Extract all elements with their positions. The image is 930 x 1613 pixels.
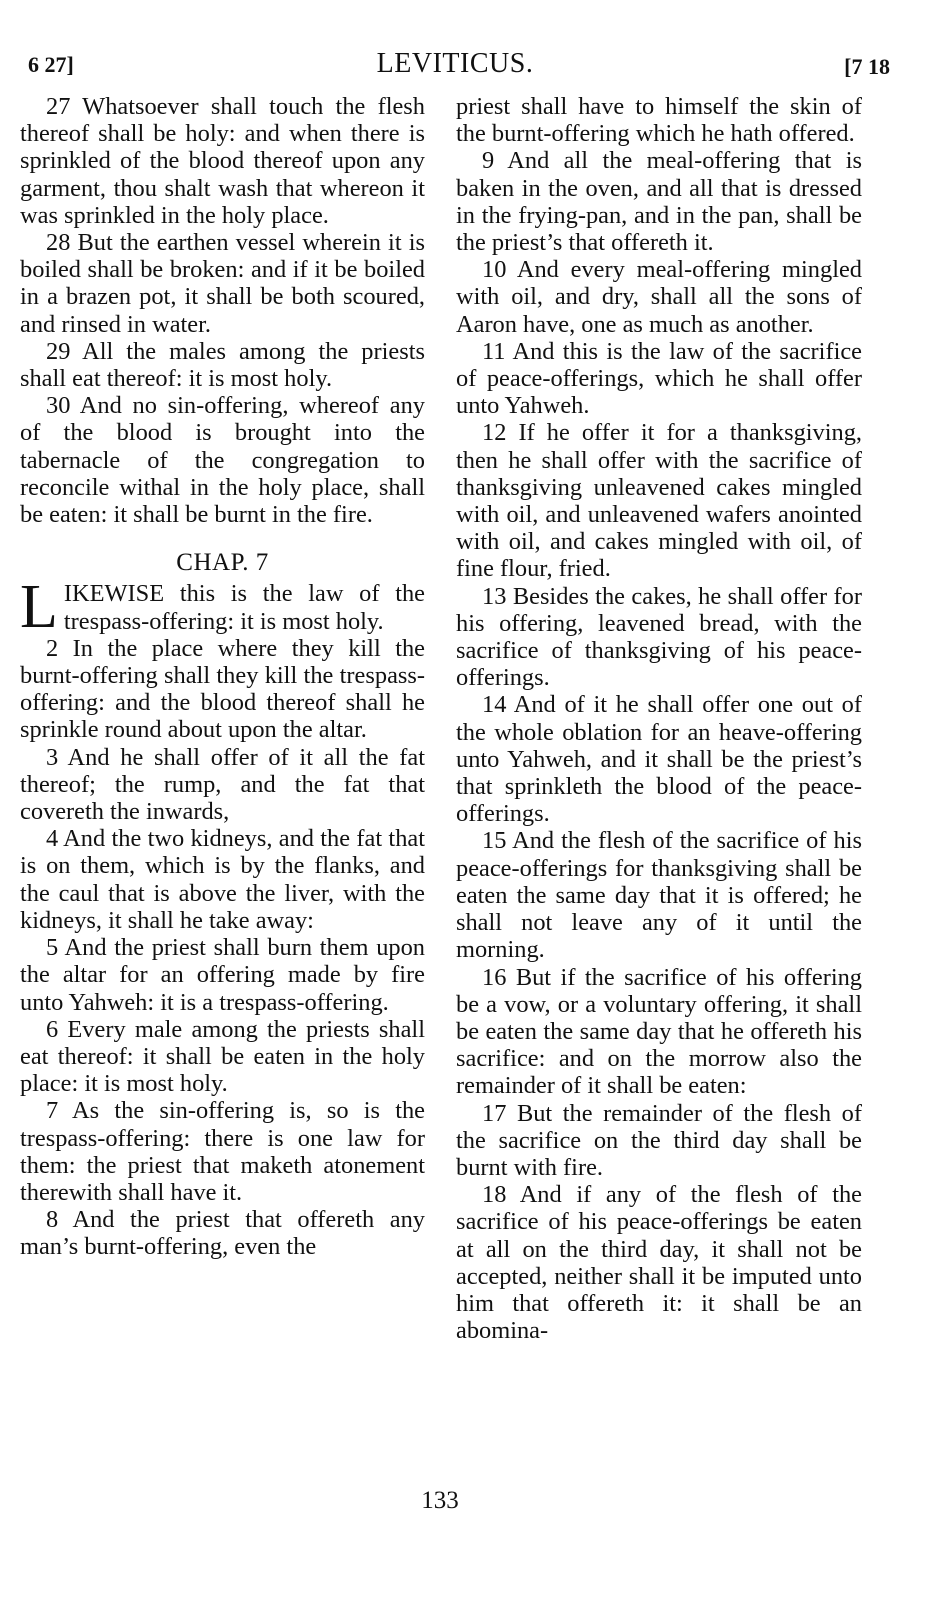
book-title: LEVITICUS. <box>376 48 534 79</box>
verse-7-8: 8 And the priest that offereth any man’s burnt-offering, even the <box>20 1206 425 1261</box>
verse-7-9: 9 And all the meal-offering that is baken in the oven, and all that is dressed in the frying-pan, and in the pan, shall be the priest’s that offereth it. <box>456 147 862 257</box>
chapter-heading: CHAP. 7 <box>176 549 269 577</box>
verse-7-6: 6 Every male among the priests shall eat thereof: it shall be eaten in the holy place: it is most holy. <box>20 1015 425 1098</box>
verse-7-10: 10 And every meal-offering mingled with oil, and dry, shall all the sons of Aaron have, one as much as another. <box>456 256 862 338</box>
verse-7-18: 18 And if any of the flesh of the sacrifice of his peace-offerings be eaten at all on the third day, it shall not be accepted, neither shall it be imputed unto him that offereth it: it shall be an abomina- <box>456 1181 862 1345</box>
left-column <box>20 93 425 1261</box>
right-column <box>456 93 862 1344</box>
header-right-reference: [7 18 <box>844 54 890 79</box>
verse-7-17: 17 But the remainder of the flesh of the sacrifice on the third day shall be burnt with fire. <box>456 1099 862 1181</box>
verse-7-7: 7 As the sin-offering is, so is the trespass-offering: there is one law for them: the priest that maketh atonement therewith shall have it. <box>20 1097 425 1206</box>
verse-7-5: 5 And the priest shall burn them upon the altar for an offering made by fire unto Yahweh: it is a trespass-offering. <box>20 934 425 1016</box>
verse-7-8-continued: priest shall have to himself the skin of the burnt-offering which he hath offered. <box>456 93 862 148</box>
verse-7-14: 14 And of it he shall offer one out of the whole oblation for an heave-offering unto Yahweh, and it shall be the priest’s that sprinkleth the blood of the peace-offerings. <box>456 691 862 828</box>
verse-6-27: 27 Whatsoever shall touch the flesh thereof shall be holy: and when there is sprinkled of the blood thereof upon any garment, thou shalt wash that whereon it was sprinkled in the holy place. <box>20 93 425 229</box>
verse-7-15: 15 And the flesh of the sacrifice of his peace-offerings for thanksgiving shall be eaten the same day that it is offered; he shall not leave any of it until the morning. <box>456 827 862 964</box>
running-header <box>20 48 890 88</box>
verse-7-12: 12 If he offer it for a thanksgiving, then he shall offer with the sacrifice of thanksgiving unleavened cakes mingled with oil, and unleavened wafers anointed with oil, and cakes mingled with oil, of fine flour, fried. <box>456 419 862 583</box>
verse-7-13: 13 Besides the cakes, he shall offer for his offering, leavened bread, with the sacrifice of thanksgiving of his peace-offerings. <box>456 582 862 692</box>
verse-7-11: 11 And this is the law of the sacrifice of peace-offerings, which he shall offer unto Yahweh. <box>456 337 862 420</box>
verse-7-16: 16 But if the sacrifice of his offering be a vow, or a voluntary offering, it shall be eaten the same day that he offereth his sacrifice: and on the morrow also the remainder of it shall be eaten: <box>456 963 862 1100</box>
verse-7-4: 4 And the two kidneys, and the fat that is on them, which is by the flanks, and the caul that is above the liver, with the kidneys, it shall he take away: <box>20 825 425 934</box>
header-left-reference: 6 27] <box>28 52 74 77</box>
verse-7-1-text: IKEWISE this is the law of the trespass-offering: it is most holy. <box>63 580 425 635</box>
verse-6-30: 30 And no sin-offering, whereof any of the blood is brought into the tabernacle of the congregation to reconcile withal in the holy place, shall be eaten: it shall be burnt in the fire. <box>20 392 425 529</box>
verse-7-3: 3 And he shall offer of it all the fat thereof; the rump, and the fat that covereth the inwards, <box>20 743 425 826</box>
verse-6-29: 29 All the males among the priests shall eat thereof: it is most holy. <box>20 337 425 393</box>
drop-cap: L <box>20 573 58 642</box>
verse-7-2: 2 In the place where they kill the burnt-offering shall they kill the trespass-offering: and the blood thereof shall he sprinkle round about upon the altar. <box>20 634 425 744</box>
page-number: 133 <box>421 1487 459 1514</box>
verse-7-1 <box>20 573 425 642</box>
verse-6-28: 28 But the earthen vessel wherein it is boiled shall be broken: and if it be boiled in a brazen pot, it shall be both scoured, and rinsed in water. <box>20 229 425 338</box>
